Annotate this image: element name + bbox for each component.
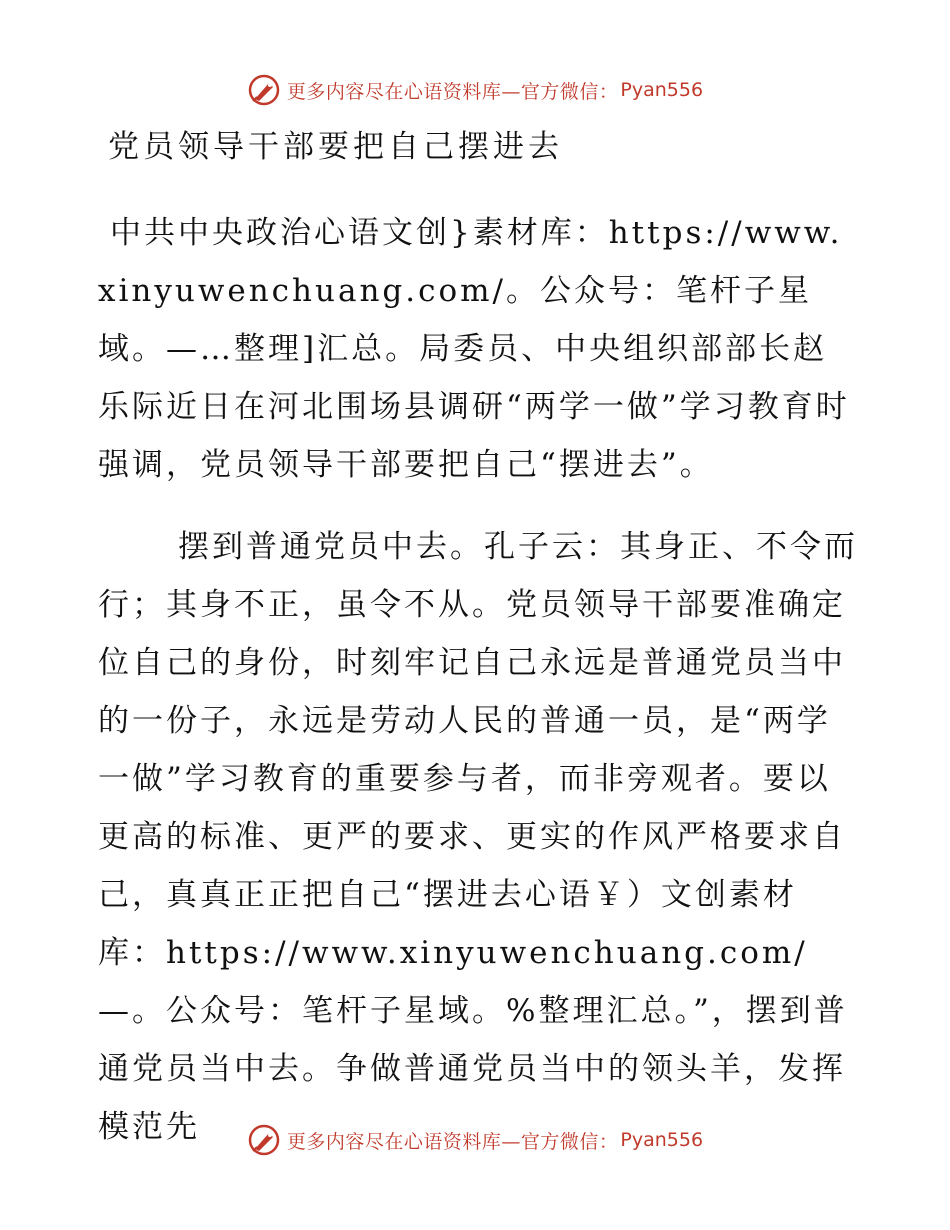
pen-nib-logo-icon	[247, 1123, 281, 1157]
watermark-banner-bottom	[0, 1120, 950, 1160]
watermark-text: 更多内容尽在心语资料库—官方微信：	[286, 1130, 619, 1153]
watermark-banner-top	[0, 70, 950, 110]
watermark-wechat-id: Pyan556	[620, 1129, 704, 1151]
paragraph-2: 摆到普通党员中去。孔子云：其身正、不令而行；其身不正，虽令不从。党员领导干部要准确定位自己的身份，时刻牢记自己永远是普通党员当中的一份子，永远是劳动人民的普通一员，是“两学一做”学习教育的重要参与者，而非旁观者。要以更高的标准、更严的要求、更实的作风严格要求自己，真真正正把自己“摆进去心语￥）文创素材库：https://www.xinyuwenchuang.com/—。公众号：笔杆子星域。%整理汇总。”，摆到普通党员当中去。争做普通党员当中的领头羊，发挥模范先	[98, 529, 858, 1145]
watermark-text: 更多内容尽在心语资料库—官方微信：	[286, 80, 619, 103]
document-title: 党员领导干部要把自己摆进去	[108, 129, 563, 165]
pen-nib-logo-icon	[247, 73, 281, 107]
watermark-wechat-id: Pyan556	[620, 79, 704, 101]
document-body	[98, 118, 858, 1156]
paragraph-1: 中共中央政治心语文创}素材库：https://www.xinyuwenchuang.com/。公众号：笔杆子星域。—…整理]汇总。局委员、中央组织部部长赵乐际近日在河北围场县调研“两学一做”学习教育时强调，党员领导干部要把自己“摆进去”。	[98, 215, 850, 483]
